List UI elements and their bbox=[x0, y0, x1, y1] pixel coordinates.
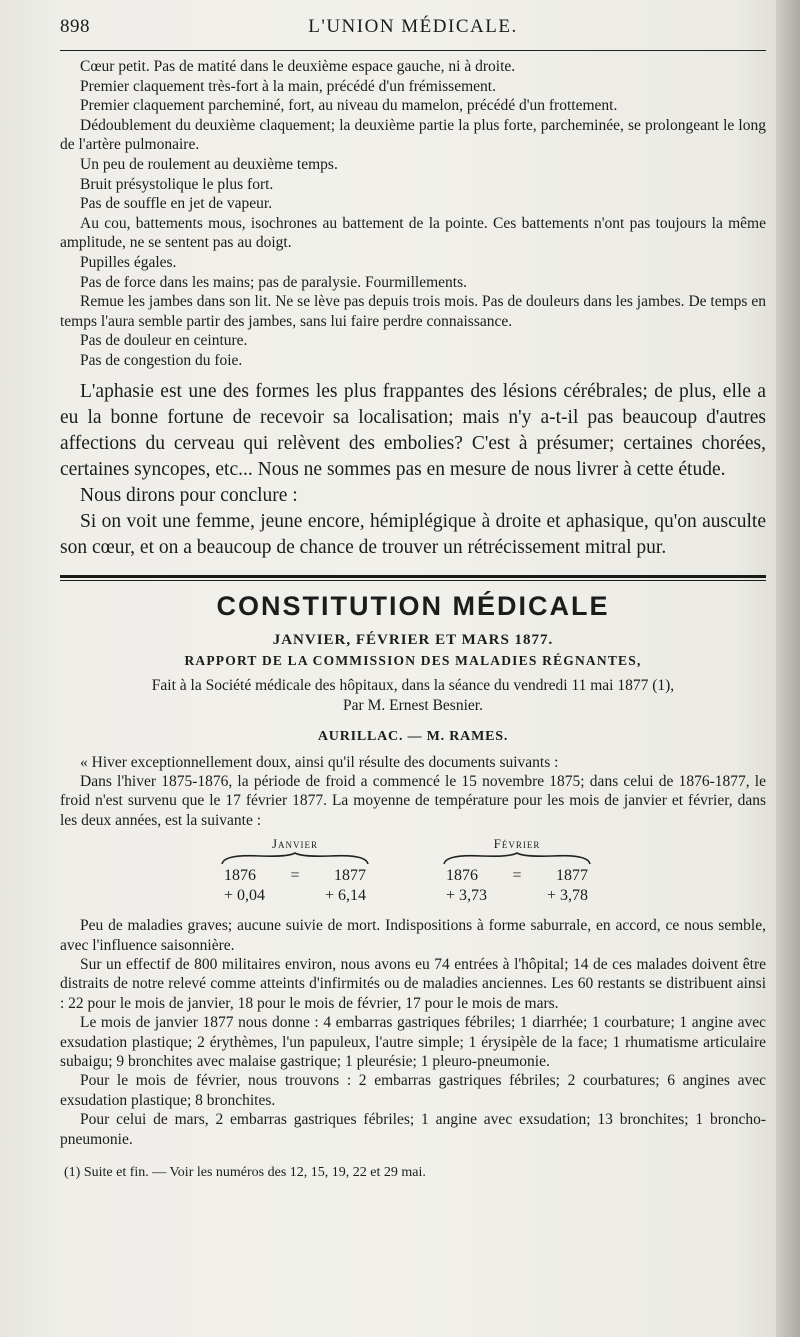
book-spine bbox=[776, 0, 800, 1337]
exam-line: Un peu de roulement au deuxième temps. bbox=[80, 155, 338, 173]
temperature-january bbox=[220, 836, 370, 906]
discussion bbox=[60, 379, 766, 561]
exam-line: Dédoublement du deuxième claquement; la deuxième partie la plus forte, parcheminée, se prolongeant le long de l'artère pulmonaire. bbox=[60, 116, 766, 154]
footnote: (1) Suite et fin. — Voir les numéros des 12, 15, 19, 22 et 29 mai. bbox=[64, 1165, 426, 1180]
report-paragraph: Pour le mois de février, nous trouvons : 2 embarras gastriques fébriles; 2 courbatures; 6 angines avec exsudation plastique; 8 bronchites. bbox=[60, 1072, 766, 1109]
exam-line: Pas de souffle en jet de vapeur. bbox=[80, 195, 273, 213]
session-line: Fait à la Société médicale des hôpitaux, dans la séance du vendredi 11 mai 1877 (1), bbox=[151, 676, 675, 694]
report-body bbox=[60, 916, 766, 1149]
exam-line: Cœur petit. Pas de matité dans le deuxième espace gauche, ni à droite. bbox=[80, 58, 516, 75]
exam-findings bbox=[60, 57, 766, 371]
exam-line: Remue les jambes dans son lit. Ne se lève pas depuis trois mois. Pas de douleurs dans les jambes. De temps en temps l'aura semble partir des jambes, sans lui faire perdre connaissance. bbox=[60, 293, 766, 330]
temp-value-1877: + 6,14 bbox=[324, 887, 366, 905]
exam-line: Pas de congestion du foie. bbox=[80, 351, 243, 369]
year-left: 1876 bbox=[446, 867, 478, 885]
exam-line: Pas de force dans les mains; pas de paralysie. Fourmillements. bbox=[80, 273, 467, 291]
exam-line: Premier claquement très-fort à la main, précédé d'un frémissement. bbox=[80, 77, 496, 95]
year-right: 1877 bbox=[334, 867, 366, 885]
discussion-paragraph: Nous dirons pour conclure : bbox=[80, 484, 298, 506]
report-heading: RAPPORT DE LA COMMISSION DES MALADIES RÉGNANTES, bbox=[184, 652, 642, 668]
exam-line: Bruit présystolique le plus fort. bbox=[80, 175, 274, 193]
temperature-table bbox=[60, 836, 766, 912]
equals-sign: = bbox=[512, 867, 522, 885]
year-right: 1877 bbox=[556, 867, 588, 885]
section-divider bbox=[60, 575, 766, 581]
intro-paragraph: « Hiver exceptionnellement doux, ainsi qu'il résulte des documents suivants : bbox=[80, 753, 559, 771]
exam-line: Pupilles égales. bbox=[80, 253, 177, 271]
intro-paragraph: Dans l'hiver 1875-1876, la période de froid a commencé le 15 novembre 1875; dans celui de 1876-1877, le froid n'est survenu que le 17 février 1877. La moyenne de température pour les mois de janvier et février, dans les deux années, est la suivante : bbox=[60, 772, 766, 829]
temp-value-1876: + 0,04 bbox=[224, 887, 266, 905]
city-heading: AURILLAC. — M. RAMES. bbox=[317, 728, 509, 744]
author-byline: Par M. Ernest Besnier. bbox=[343, 696, 483, 714]
month-label: Janvier bbox=[271, 836, 319, 852]
discussion-paragraph: Si on voit une femme, jeune encore, hémiplégique à droite et aphasique, qu'on ausculte son cœur, et on a beaucoup de chance de trouver un rétrécissement mitral pur. bbox=[60, 510, 766, 558]
exam-line: Au cou, battements mous, isochrones au battement de la pointe. Ces battements n'ont pas toujours la même amplitude, ne se sentent pas au doigt. bbox=[60, 214, 766, 252]
report-paragraph: Sur un effectif de 800 militaires environ, nous avons eu 74 entrées à l'hôpital; 14 de ces malades doivent être distraits de notre relevé comme atteints d'infirmités ou de maladies anciennes. Les 60 restants se distribuent ainsi : 22 pour le mois de janvier, 18 pour le mois de février, 17 pour le mois de mars. bbox=[60, 955, 766, 1012]
report-paragraph: Pour celui de mars, 2 embarras gastriques fébriles; 1 angine avec exsudation; 13 bronchites; 1 broncho-pneumonie. bbox=[60, 1111, 766, 1148]
brace-icon bbox=[442, 852, 592, 866]
report-paragraph: Peu de maladies graves; aucune suivie de mort. Indispositions à forme saburrale, en accord, ce nous semble, avec l'influence saisonnière. bbox=[60, 917, 766, 954]
page-header bbox=[60, 16, 766, 48]
temperature-february bbox=[442, 836, 592, 906]
brace-icon bbox=[220, 852, 370, 866]
exam-line: Premier claquement parcheminé, fort, au niveau du mamelon, précédé d'un frottement. bbox=[80, 97, 618, 115]
report-paragraph: Le mois de janvier 1877 nous donne : 4 embarras gastriques fébriles; 1 diarrhée; 1 courbature; 1 angine avec exsudation plastique; 2 érythèmes, l'un papuleux, l'autre simple; 1 érysipèle de la face; 1 rhumatisme articulaire subaigu; 9 bronchites avec malaise gastrique; 1 pleurésie; 1 pleuro-pneumonie. bbox=[60, 1014, 766, 1070]
section-months: JANVIER, FÉVRIER ET MARS 1877. bbox=[272, 631, 554, 648]
page-number: 898 bbox=[60, 16, 90, 37]
header-rule bbox=[60, 50, 766, 51]
section-title: CONSTITUTION MÉDICALE bbox=[216, 590, 610, 621]
discussion-paragraph: L'aphasie est une des formes les plus frappantes des lésions cérébrales; de plus, elle a eu la bonne fortune de recevoir sa localisation; mais n'y a-t-il pas beaucoup d'autres affections du cerveau qui relèvent des embolies? C'est à présumer; certaines chorées, certaines syncopes, etc... Nous ne sommes pas en mesure de nous livrer à cette étude. bbox=[60, 380, 766, 480]
temp-value-1876: + 3,73 bbox=[446, 887, 488, 905]
exam-line: Pas de douleur en ceinture. bbox=[80, 332, 248, 350]
year-left: 1876 bbox=[224, 867, 256, 885]
journal-title: L'UNION MÉDICALE. bbox=[308, 16, 518, 37]
equals-sign: = bbox=[290, 867, 300, 885]
temp-value-1877: + 3,78 bbox=[546, 887, 588, 905]
month-label: Février bbox=[493, 836, 541, 852]
intro bbox=[60, 753, 766, 831]
